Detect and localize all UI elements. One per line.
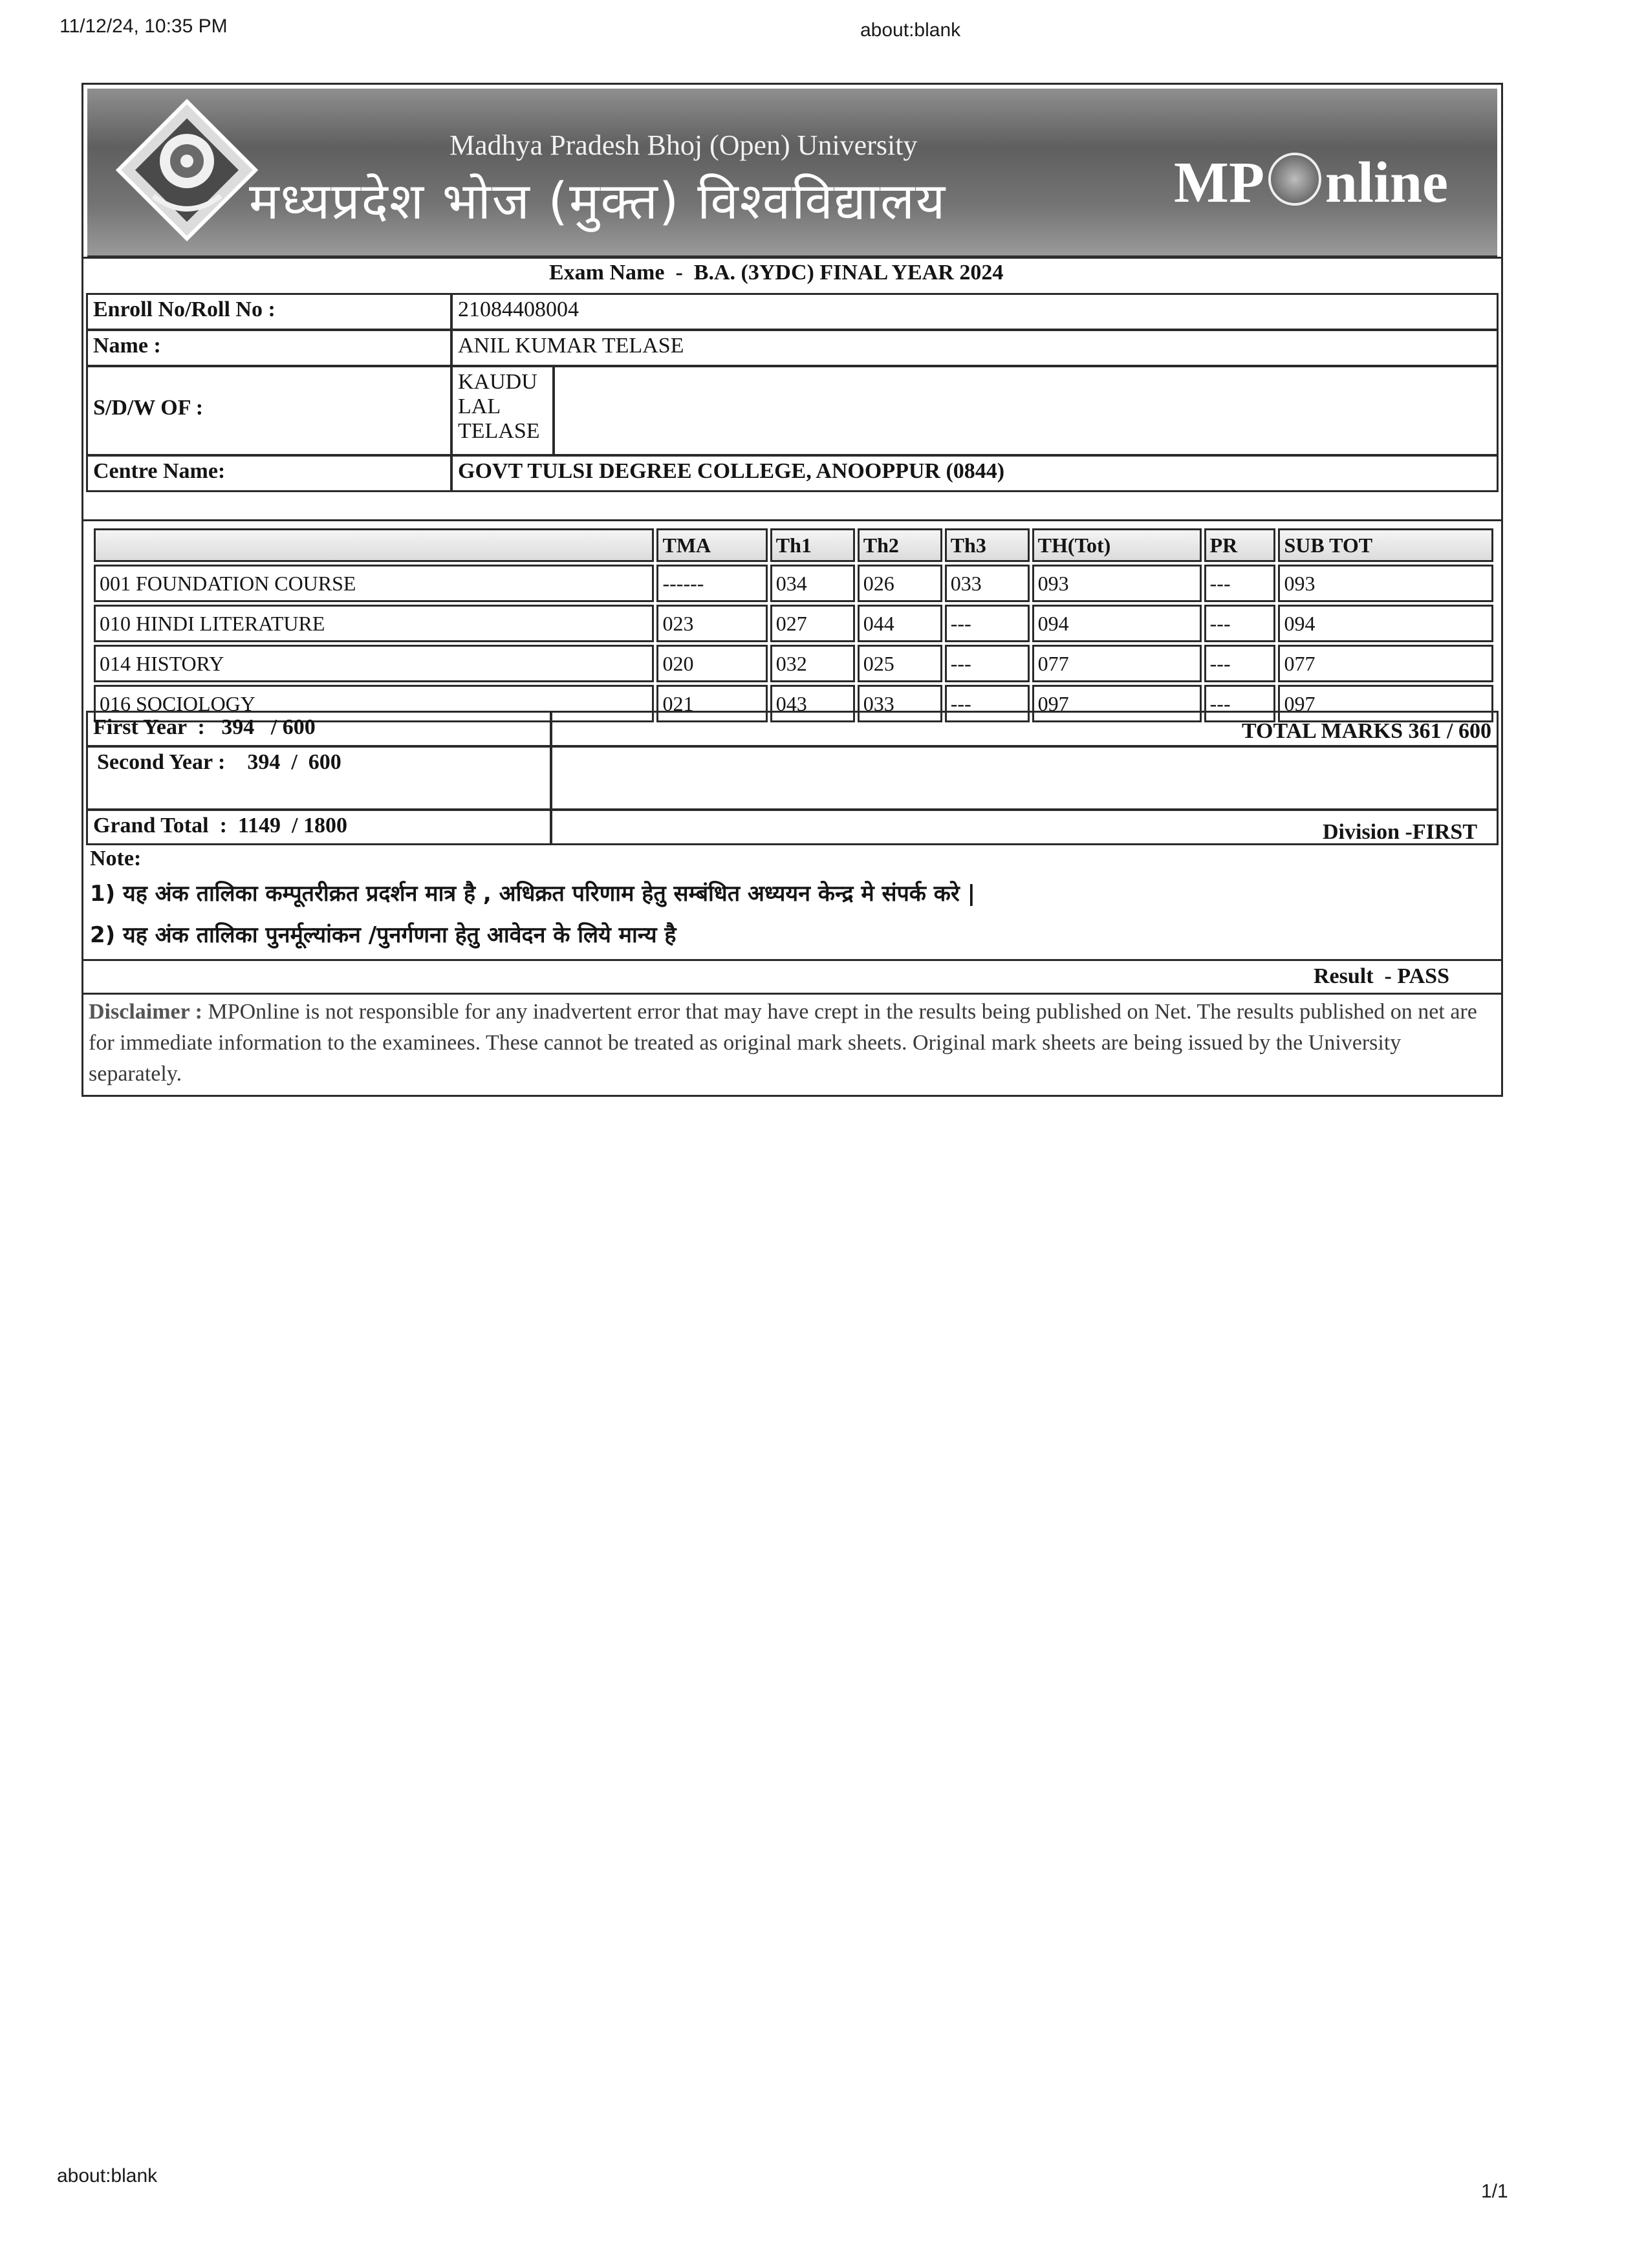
note-title: Note: — [90, 847, 142, 870]
th2-cell: 033 — [858, 685, 942, 722]
subject-cell: 010 HINDI LITERATURE — [94, 605, 654, 642]
header-tma: TMA — [656, 528, 767, 562]
mponline-logo — [1174, 149, 1448, 216]
exam-name — [549, 261, 1003, 285]
summary-empty-cell — [550, 746, 1499, 810]
table-row — [94, 645, 1493, 682]
th2-cell: 044 — [858, 605, 942, 642]
total-marks: TOTAL MARKS 361 / 600 — [550, 711, 1499, 747]
name-label: Name : — [86, 329, 452, 367]
header-th-total: TH(Tot) — [1032, 528, 1202, 562]
th3-cell: --- — [945, 605, 1030, 642]
pr-cell: --- — [1204, 565, 1276, 602]
th1-cell: 034 — [770, 565, 855, 602]
tma-cell: 023 — [656, 605, 767, 642]
grand-total — [86, 809, 552, 845]
marksheet — [81, 83, 1503, 1097]
table-row — [94, 605, 1493, 642]
university-banner — [87, 89, 1497, 257]
th-total-cell: 093 — [1032, 565, 1202, 602]
subject-cell: 001 FOUNDATION COURSE — [94, 565, 654, 602]
header-th2: Th2 — [858, 528, 942, 562]
mponline-suffix: nline — [1325, 151, 1448, 215]
parent-value — [451, 365, 554, 456]
second-year-value: 394 / 600 — [247, 750, 341, 774]
tma-cell: 020 — [656, 645, 767, 682]
university-emblem-icon — [116, 99, 258, 241]
second-year-total — [86, 746, 552, 810]
sub-total-cell: 093 — [1278, 565, 1493, 602]
parent-value-line1: KAUDU — [458, 370, 537, 394]
sub-total-cell: 097 — [1278, 685, 1493, 722]
disclaimer — [89, 997, 1492, 1090]
tma-cell: ------ — [656, 565, 767, 602]
th2-cell: 025 — [858, 645, 942, 682]
th3-cell: --- — [945, 685, 1030, 722]
parent-value-line3: TELASE — [458, 419, 540, 443]
first-year-label: First Year : — [93, 715, 205, 739]
header-pr: PR — [1204, 528, 1276, 562]
header-th1: Th1 — [770, 528, 855, 562]
header-th3: Th3 — [945, 528, 1030, 562]
parent-label: S/D/W OF : — [86, 365, 452, 456]
grand-total-label: Grand Total : — [93, 814, 227, 837]
subject-cell: 016 SOCIOLOGY — [94, 685, 654, 722]
disclaimer-text: MPOnline is not responsible for any inadvertent error that may have crept in the results being published on Net. The results published on net are for immediate information to the examinees. These cannot be treated as original mark sheets. Original mark sheets are being issued by the University separately. — [89, 1000, 1477, 1086]
division: Division -FIRST — [550, 809, 1499, 845]
divider — [83, 257, 1501, 259]
th1-cell: 043 — [770, 685, 855, 722]
pr-cell: --- — [1204, 685, 1276, 722]
globe-icon — [1268, 153, 1321, 206]
th2-cell: 026 — [858, 565, 942, 602]
th-total-cell: 077 — [1032, 645, 1202, 682]
th3-cell: 033 — [945, 565, 1030, 602]
pr-cell: --- — [1204, 645, 1276, 682]
header-subject — [94, 528, 654, 562]
parent-value-line2: LAL — [458, 394, 501, 418]
divider — [83, 519, 1501, 521]
th-total-cell: 094 — [1032, 605, 1202, 642]
th-total-cell: 097 — [1032, 685, 1202, 722]
centre-value: GOVT TULSI DEGREE COLLEGE, ANOOPPUR (0844) — [451, 455, 1499, 492]
sub-total-cell: 077 — [1278, 645, 1493, 682]
pr-cell: --- — [1204, 605, 1276, 642]
marks-header-row — [94, 528, 1493, 562]
header-sub-total: SUB TOT — [1278, 528, 1493, 562]
print-datetime: 11/12/24, 10:35 PM — [60, 16, 228, 37]
tma-cell: 021 — [656, 685, 767, 722]
university-name-hindi: मध्यप्रदेश भोज (मुक्त) विश्वविद्यालय — [249, 173, 947, 231]
note-2: 2) यह अंक तालिका पुनर्मूल्यांकन /पुनर्गणना हेतु आवेदन के लिये मान्य है — [90, 922, 677, 948]
first-year-value: 394 / 600 — [221, 715, 316, 739]
name-value: ANIL KUMAR TELASE — [451, 329, 1499, 367]
note-1: 1) यह अंक तालिका कम्पूतरीक्रत प्रदर्शन मात्र है , अधिक्रत परिणाम हेतु सम्बंधित अध्ययन केन्द्र मे संपर्क करे | — [90, 881, 976, 907]
th1-cell: 032 — [770, 645, 855, 682]
parent-empty-cell — [553, 365, 1499, 456]
print-page-count: 1/1 — [1481, 2181, 1508, 2202]
enroll-label: Enroll No/Roll No : — [86, 293, 452, 330]
marks-table — [91, 526, 1496, 725]
th3-cell: --- — [945, 645, 1030, 682]
print-page-title: about:blank — [860, 19, 961, 41]
result-status: Result - PASS — [1314, 964, 1449, 988]
first-year-total — [86, 711, 552, 747]
divider — [83, 959, 1501, 961]
grand-total-value: 1149 / 1800 — [237, 814, 347, 837]
university-name-english: Madhya Pradesh Bhoj (Open) University — [449, 129, 918, 161]
table-row — [94, 565, 1493, 602]
th1-cell: 027 — [770, 605, 855, 642]
subject-cell: 014 HISTORY — [94, 645, 654, 682]
centre-label: Centre Name: — [86, 455, 452, 492]
sub-total-cell: 094 — [1278, 605, 1493, 642]
print-footer-url: about:blank — [57, 2165, 158, 2187]
enroll-value: 21084408004 — [451, 293, 1499, 330]
exam-name-label: Exam Name - — [549, 261, 694, 285]
exam-name-value: B.A. (3YDC) FINAL YEAR 2024 — [693, 261, 1004, 285]
mponline-prefix: MP — [1174, 151, 1264, 215]
disclaimer-label: Disclaimer : — [89, 1000, 202, 1024]
divider — [83, 993, 1501, 995]
second-year-label: Second Year : — [97, 750, 226, 774]
